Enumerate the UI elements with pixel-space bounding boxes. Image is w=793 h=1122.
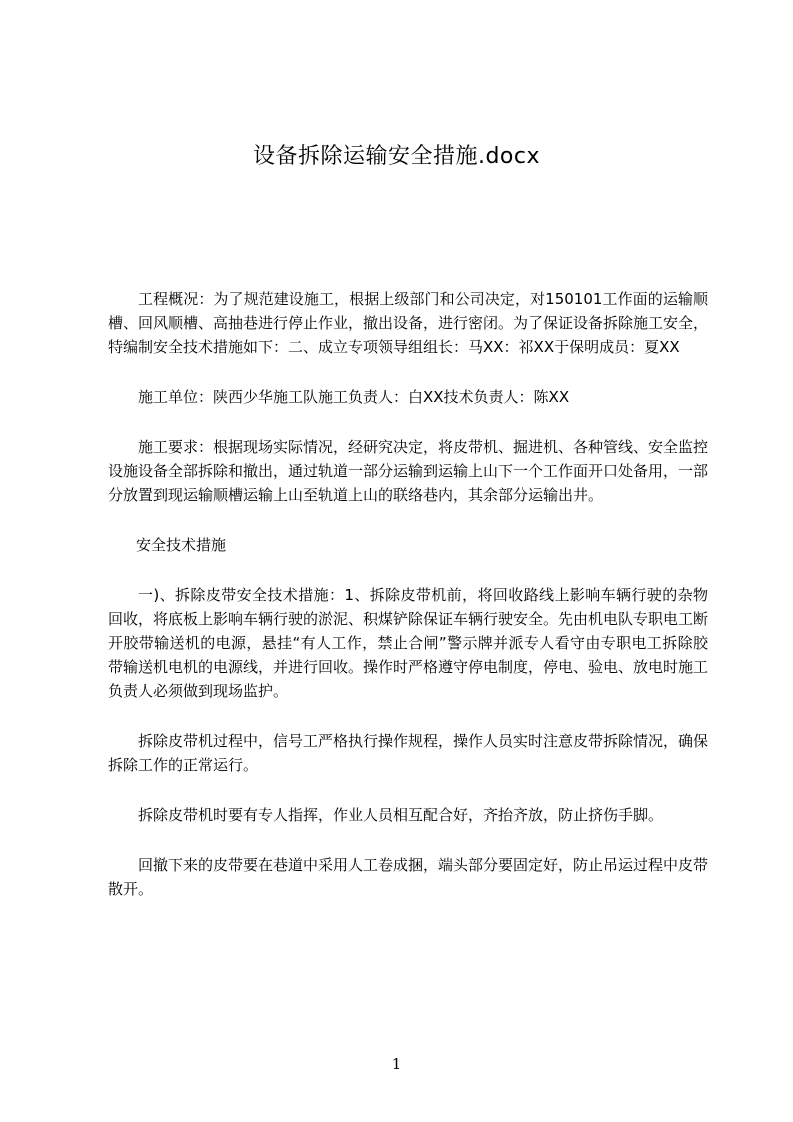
paragraph-belt-removal-measures: 一)、拆除皮带安全技术措施：1、拆除皮带机前，将回收路线上影响车辆行驶的杂物回收，将底板上影响车辆行驶的淤泥、积煤铲除保证车辆行驶安全。先由机电队专职电工断开胶带输送机的电源，悬挂“有人工作，禁止合闸”警示牌并派专人看守由专职电工拆除胶带输送机电机的电源线，并进行回收。操作时严格遵守停电制度，停电、验电、放电时施工负责人必须做到现场监护。	[108, 586, 709, 700]
paragraph-belt-rolling: 回撤下来的皮带要在巷道中采用人工卷成捆，端头部分要固定好，防止吊运过程中皮带散开。	[108, 856, 709, 898]
page-number: 1	[391, 1055, 402, 1073]
paragraph-command-coordination: 拆除皮带机时要有专人指挥，作业人员相互配合好，齐抬齐放，防止挤伤手脚。	[138, 806, 664, 824]
paragraph-project-overview: 工程概况：为了规范建设施工，根据上级部门和公司决定，对150101工作面的运输顺槽、回风顺槽、高抽巷进行停止作业，撤出设备，进行密闭。为了保证设备拆除施工安全，特编制安全技术措施如下：二、成立专项领导组组长：马XX：祁XX于保明成员：夏XX	[108, 290, 709, 356]
document-body	[108, 287, 708, 927]
paragraph-removal-process: 拆除皮带机过程中，信号工严格执行操作规程，操作人员实时注意皮带拆除情况，确保拆除工作的正常运行。	[108, 732, 709, 774]
paragraph-construction-requirements: 施工要求：根据现场实际情况，经研究决定，将皮带机、掘进机、各种管线、安全监控设施设备全部拆除和撤出，通过轨道一部分运输到运输上山下一个工作面开口处备用，一部分放置到现运输顺槽运输上山至轨道上山的联络巷内，其余部分运输出井。	[108, 438, 709, 504]
paragraph-construction-unit: 施工单位：陕西少华施工队施工负责人：白XX技术负责人：陈XX	[138, 388, 570, 406]
section-heading-safety-measures: 安全技术措施	[136, 536, 227, 554]
document-title: 设备拆除运输安全措施.docx	[252, 144, 541, 169]
